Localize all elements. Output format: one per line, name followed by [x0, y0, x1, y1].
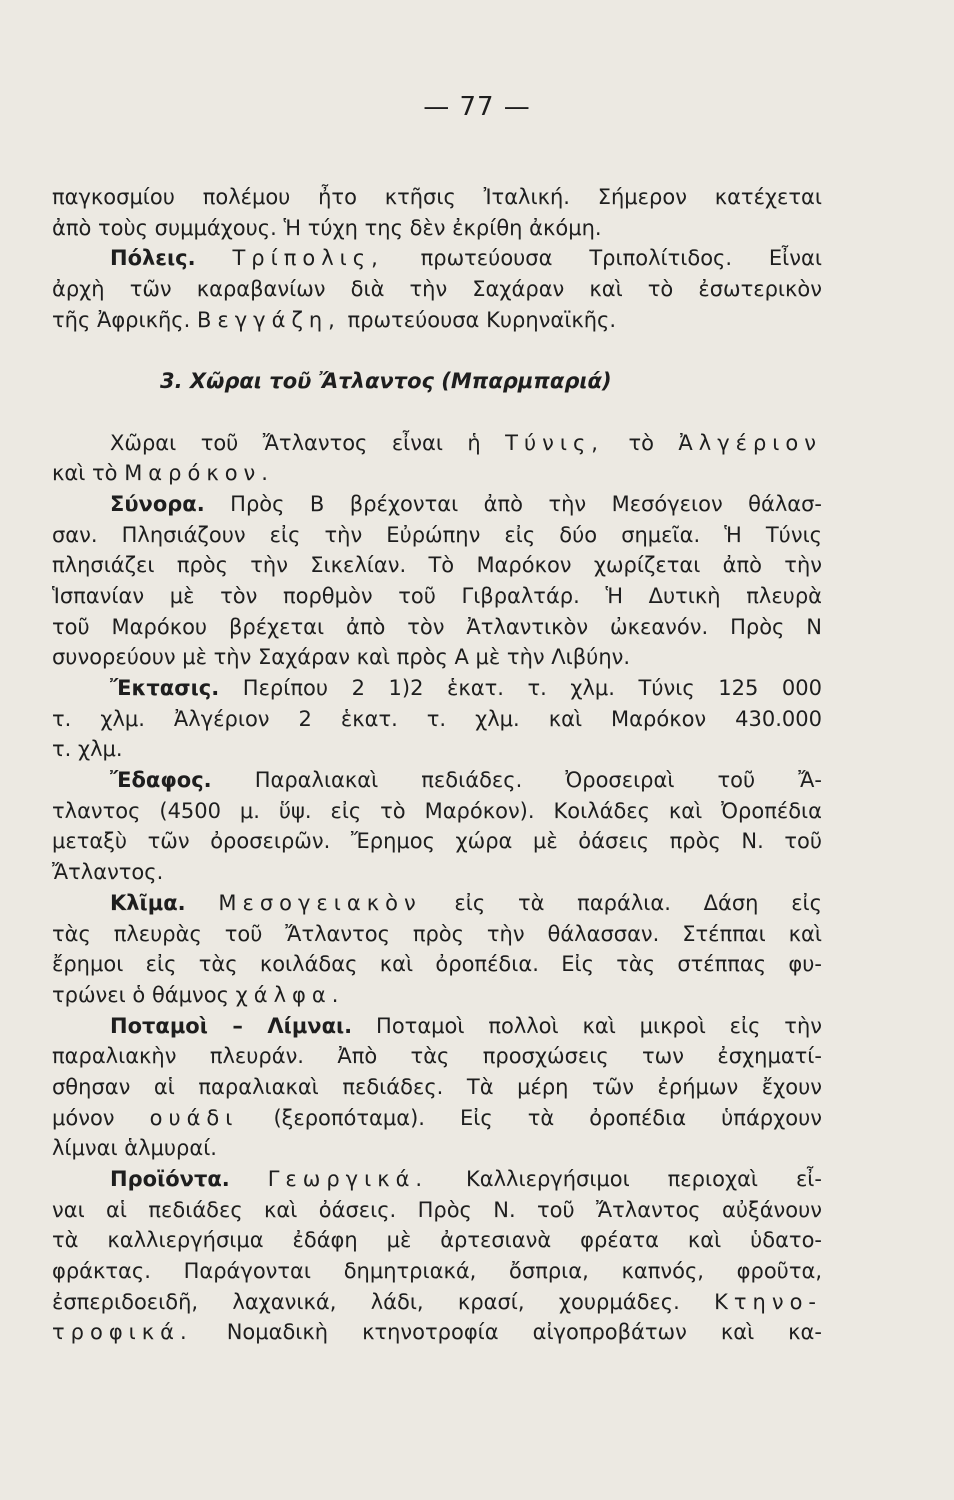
text-run: (ξεροπόταμα). Εἰς τὰ ὀροπέδια ὑπάρχουν — [273, 1105, 822, 1130]
text-line — [52, 980, 822, 1011]
text-line: τ. χλμ. — [52, 737, 123, 762]
text-line: παραλιακὴν πλευράν. Ἀπὸ τὰς προσχώσεις των ἐσχηματί- — [52, 1044, 822, 1069]
borders-paragraph — [52, 489, 822, 520]
text-line: Ἱσπανίαν μὲ τὸν πορθμὸν τοῦ Γιβραλτάρ. Ἡ Δυτικὴ πλευρὰ — [52, 583, 822, 608]
text-run: Ποταμοὶ πολλοὶ καὶ μικροὶ εἰς τὴν — [376, 1013, 822, 1038]
climate-heading: Κλῖμα. — [110, 890, 186, 915]
text-line: τλαντος (4500 μ. ὕψ. εἰς τὸ Μαρόκον). Κοιλάδες καὶ Ὀροπέδια — [52, 798, 822, 823]
text-line: μεταξὺ τῶν ὀροσειρῶν. Ἔρημος χώρα μὲ ὀάσεις πρὸς Ν. τοῦ — [52, 829, 822, 854]
text-run: Χῶραι τοῦ Ἄτλαντος εἶναι ἡ — [110, 430, 481, 455]
text-line: ἀπὸ τοὺς συμμάχους. Ἡ τύχη της δὲν ἐκρίθη ἀκόμη. — [52, 215, 602, 240]
text-run: Πρὸς Β βρέχονται ἀπὸ τὴν Μεσόγειον θάλασ- — [230, 491, 822, 516]
text-run: πρωτεύουσα Τριπολίτιδος. Εἶναι — [420, 246, 822, 271]
cities-paragraph — [52, 243, 822, 274]
terrain-paragraph — [52, 765, 822, 796]
products-paragraph — [52, 1164, 822, 1195]
climate-paragraph — [52, 888, 822, 919]
rivers-heading: Ποταμοὶ – Λίμναι. — [110, 1013, 353, 1038]
borders-heading: Σύνορα. — [110, 491, 205, 516]
text-line — [52, 305, 822, 336]
page-number: — 77 — — [423, 92, 531, 122]
products-livestock: Κτηνο- — [714, 1289, 823, 1314]
climate-term: Μεσογειακὸν — [218, 890, 422, 915]
text-line: τ. χλμ. Ἀλγέριον 2 ἑκατ. τ. χλμ. καὶ Μαρόκον 430.000 — [52, 706, 822, 731]
text-line: συνορεύουν μὲ τὴν Σαχάραν καὶ πρὸς Α μὲ τὴν Λιβύην. — [52, 645, 631, 670]
rivers-paragraph — [52, 1011, 822, 1042]
text-line: σθησαν αἱ παραλιακαὶ πεδιάδες. Τὰ μέρη τῶν ἐρήμων ἔχουν — [52, 1074, 822, 1099]
country-name: Τύνις, — [505, 430, 604, 455]
text-line: πλησιάζει πρὸς τὴν Σικελίαν. Τὸ Μαρόκον χωρίζεται ἀπὸ τὴν — [52, 553, 822, 578]
products-heading: Προϊόντα. — [110, 1167, 230, 1191]
section-title: 3. Χῶραι τοῦ Ἄτλαντος (Μπαρμπαριά) — [160, 369, 612, 394]
spacer — [52, 335, 822, 366]
text-run: πρωτεύουσα Κυρηναϊκῆς. — [347, 307, 617, 332]
text-line: λίμναι ἁλμυραί. — [52, 1136, 217, 1161]
text-run: Περίπου 2 1)2 ἑκατ. τ. χλμ. Τύνις 125 000 — [242, 676, 822, 700]
term-oued: ουάδι — [149, 1105, 239, 1130]
area-heading: Ἔκτασις. — [110, 676, 220, 700]
text-run: Παραλιακαὶ πεδιάδες. Ὀροσειραὶ τοῦ Ἄ- — [254, 768, 822, 793]
text-line: ναι αἱ πεδιάδες καὶ ὀάσεις. Πρὸς Ν. τοῦ Ἄτλαντος αὐξάνουν — [52, 1197, 822, 1222]
text-line — [52, 458, 822, 489]
text-run: τὸ — [628, 430, 654, 455]
products-livestock: τροφικά. — [52, 1320, 193, 1345]
document-body — [52, 182, 822, 1348]
text-run: ἐσπεριδοειδῆ, λαχανικά, λάδι, κρασί, χουρμάδες. — [52, 1289, 680, 1314]
country-name: Ἀλγέριον — [678, 430, 822, 455]
text-line: Ἄτλαντος. — [52, 860, 164, 885]
text-line: τοῦ Μαρόκου βρέχεται ἀπὸ τὸν Ἀτλαντικὸν ὠκεανόν. Πρὸς Ν — [52, 614, 822, 639]
text-run: μόνον — [52, 1105, 115, 1130]
plant-name: χάλφα. — [235, 982, 345, 1007]
area-paragraph — [52, 673, 822, 704]
country-name: Μαρόκον. — [124, 461, 274, 486]
city-name: Βεγγάζη, — [196, 307, 341, 332]
city-name: Τρίπολις, — [232, 246, 384, 271]
text-run: καὶ τὸ — [52, 461, 118, 486]
text-line — [52, 1287, 822, 1318]
text-run: Νομαδικὴ κτηνοτροφία αἰγοπροβάτων καὶ κα- — [226, 1320, 822, 1345]
text-line: παγκοσμίου πολέμου ἦτο κτῆσις Ἰταλική. Σήμερον κατέχεται — [52, 185, 822, 209]
text-run: τρώνει ὁ θάμνος — [52, 982, 229, 1007]
text-run: εἰς τὰ παράλια. Δάση εἰς — [454, 890, 822, 915]
text-line — [52, 1103, 822, 1134]
intro-paragraph — [52, 428, 822, 459]
text-line: ἀρχὴ τῶν καραβανίων διὰ τὴν Σαχάραν καὶ τὸ ἐσωτερικὸν — [52, 277, 822, 302]
text-line: τὰς πλευρὰς τοῦ Ἄτλαντος πρὸς τὴν θάλασσαν. Στέππαι καὶ — [52, 921, 822, 946]
spacer — [52, 397, 822, 428]
text-run: Καλλιεργήσιμοι περιοχαὶ εἶ- — [466, 1167, 822, 1191]
text-run: τῆς Ἀφρικῆς. — [52, 307, 191, 332]
cities-heading: Πόλεις. — [110, 246, 196, 271]
text-line: φράκτας. Παράγονται δημητριακά, ὄσπρια, καπνός, φροῦτα, — [52, 1259, 822, 1284]
text-line: σαν. Πλησιάζουν εἰς τὴν Εὐρώπην εἰς δύο σημεῖα. Ἡ Τύνις — [52, 522, 822, 547]
text-line: ἔρημοι εἰς τὰς κοιλάδας καὶ ὀροπέδια. Εἰς τὰς στέππας φυ- — [52, 952, 822, 977]
terrain-heading: Ἔδαφος. — [110, 768, 212, 793]
text-line: τὰ καλλιεργήσιμα ἐδάφη μὲ ἀρτεσιανὰ φρέατα καὶ ὑδατο- — [52, 1228, 822, 1253]
products-agri: Γεωργικά. — [267, 1167, 429, 1191]
text-line — [52, 1317, 822, 1348]
